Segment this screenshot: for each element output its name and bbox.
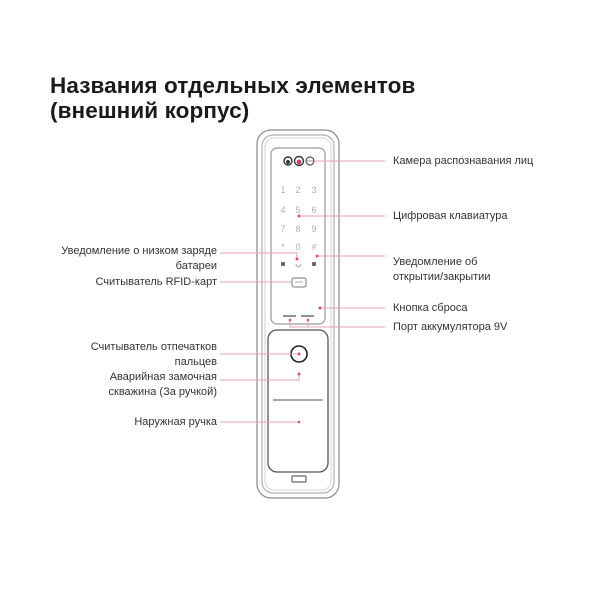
title-line-1: Названия отдельных элементов: [50, 73, 416, 98]
leader-dots: [289, 215, 322, 424]
label-battery-port: Порт аккумулятора 9V: [393, 321, 508, 333]
rfid-reader-icon: [292, 278, 306, 287]
leader-lines: [220, 161, 385, 422]
key-3[interactable]: 3: [311, 185, 317, 195]
key-5[interactable]: 5: [295, 205, 301, 215]
label-face-camera: Камера распознавания лиц: [393, 155, 534, 167]
key-star[interactable]: *: [281, 242, 285, 252]
label-emergency-keyhole: Аварийная замочная скважина (За ручкой): [108, 371, 217, 398]
keypad-digits: [280, 185, 316, 252]
key-6[interactable]: 6: [311, 205, 317, 215]
key-2[interactable]: 2: [295, 185, 301, 195]
unlock-indicator-icon: [312, 262, 316, 266]
key-hash[interactable]: #: [311, 242, 317, 252]
label-keypad: Цифровая клавиатура: [393, 210, 508, 222]
key-0[interactable]: 0: [295, 242, 301, 252]
key-7[interactable]: 7: [280, 224, 286, 234]
label-low-battery: Уведомление о низком заряде батареи: [61, 245, 217, 272]
key-8[interactable]: 8: [295, 224, 301, 234]
label-fingerprint-reader: Считыватель отпечатков пальцев: [90, 341, 217, 368]
label-outer-handle: Наружная ручка: [134, 416, 217, 428]
key-4[interactable]: 4: [280, 205, 286, 215]
label-lock-status: Уведомление об открытии/закрытии: [393, 256, 491, 283]
lock-indicator-icon: [281, 262, 285, 266]
title-line-2: (внешний корпус): [50, 98, 250, 123]
label-reset-button: Кнопка сброса: [393, 302, 468, 314]
status-indicator-icons: [281, 262, 316, 267]
key-1[interactable]: 1: [280, 185, 286, 195]
key-9[interactable]: 9: [311, 224, 317, 234]
face-camera-icon: [284, 157, 314, 166]
label-rfid-reader: Считыватель RFID-карт: [95, 276, 217, 288]
battery-indicator-icon: [296, 264, 301, 267]
